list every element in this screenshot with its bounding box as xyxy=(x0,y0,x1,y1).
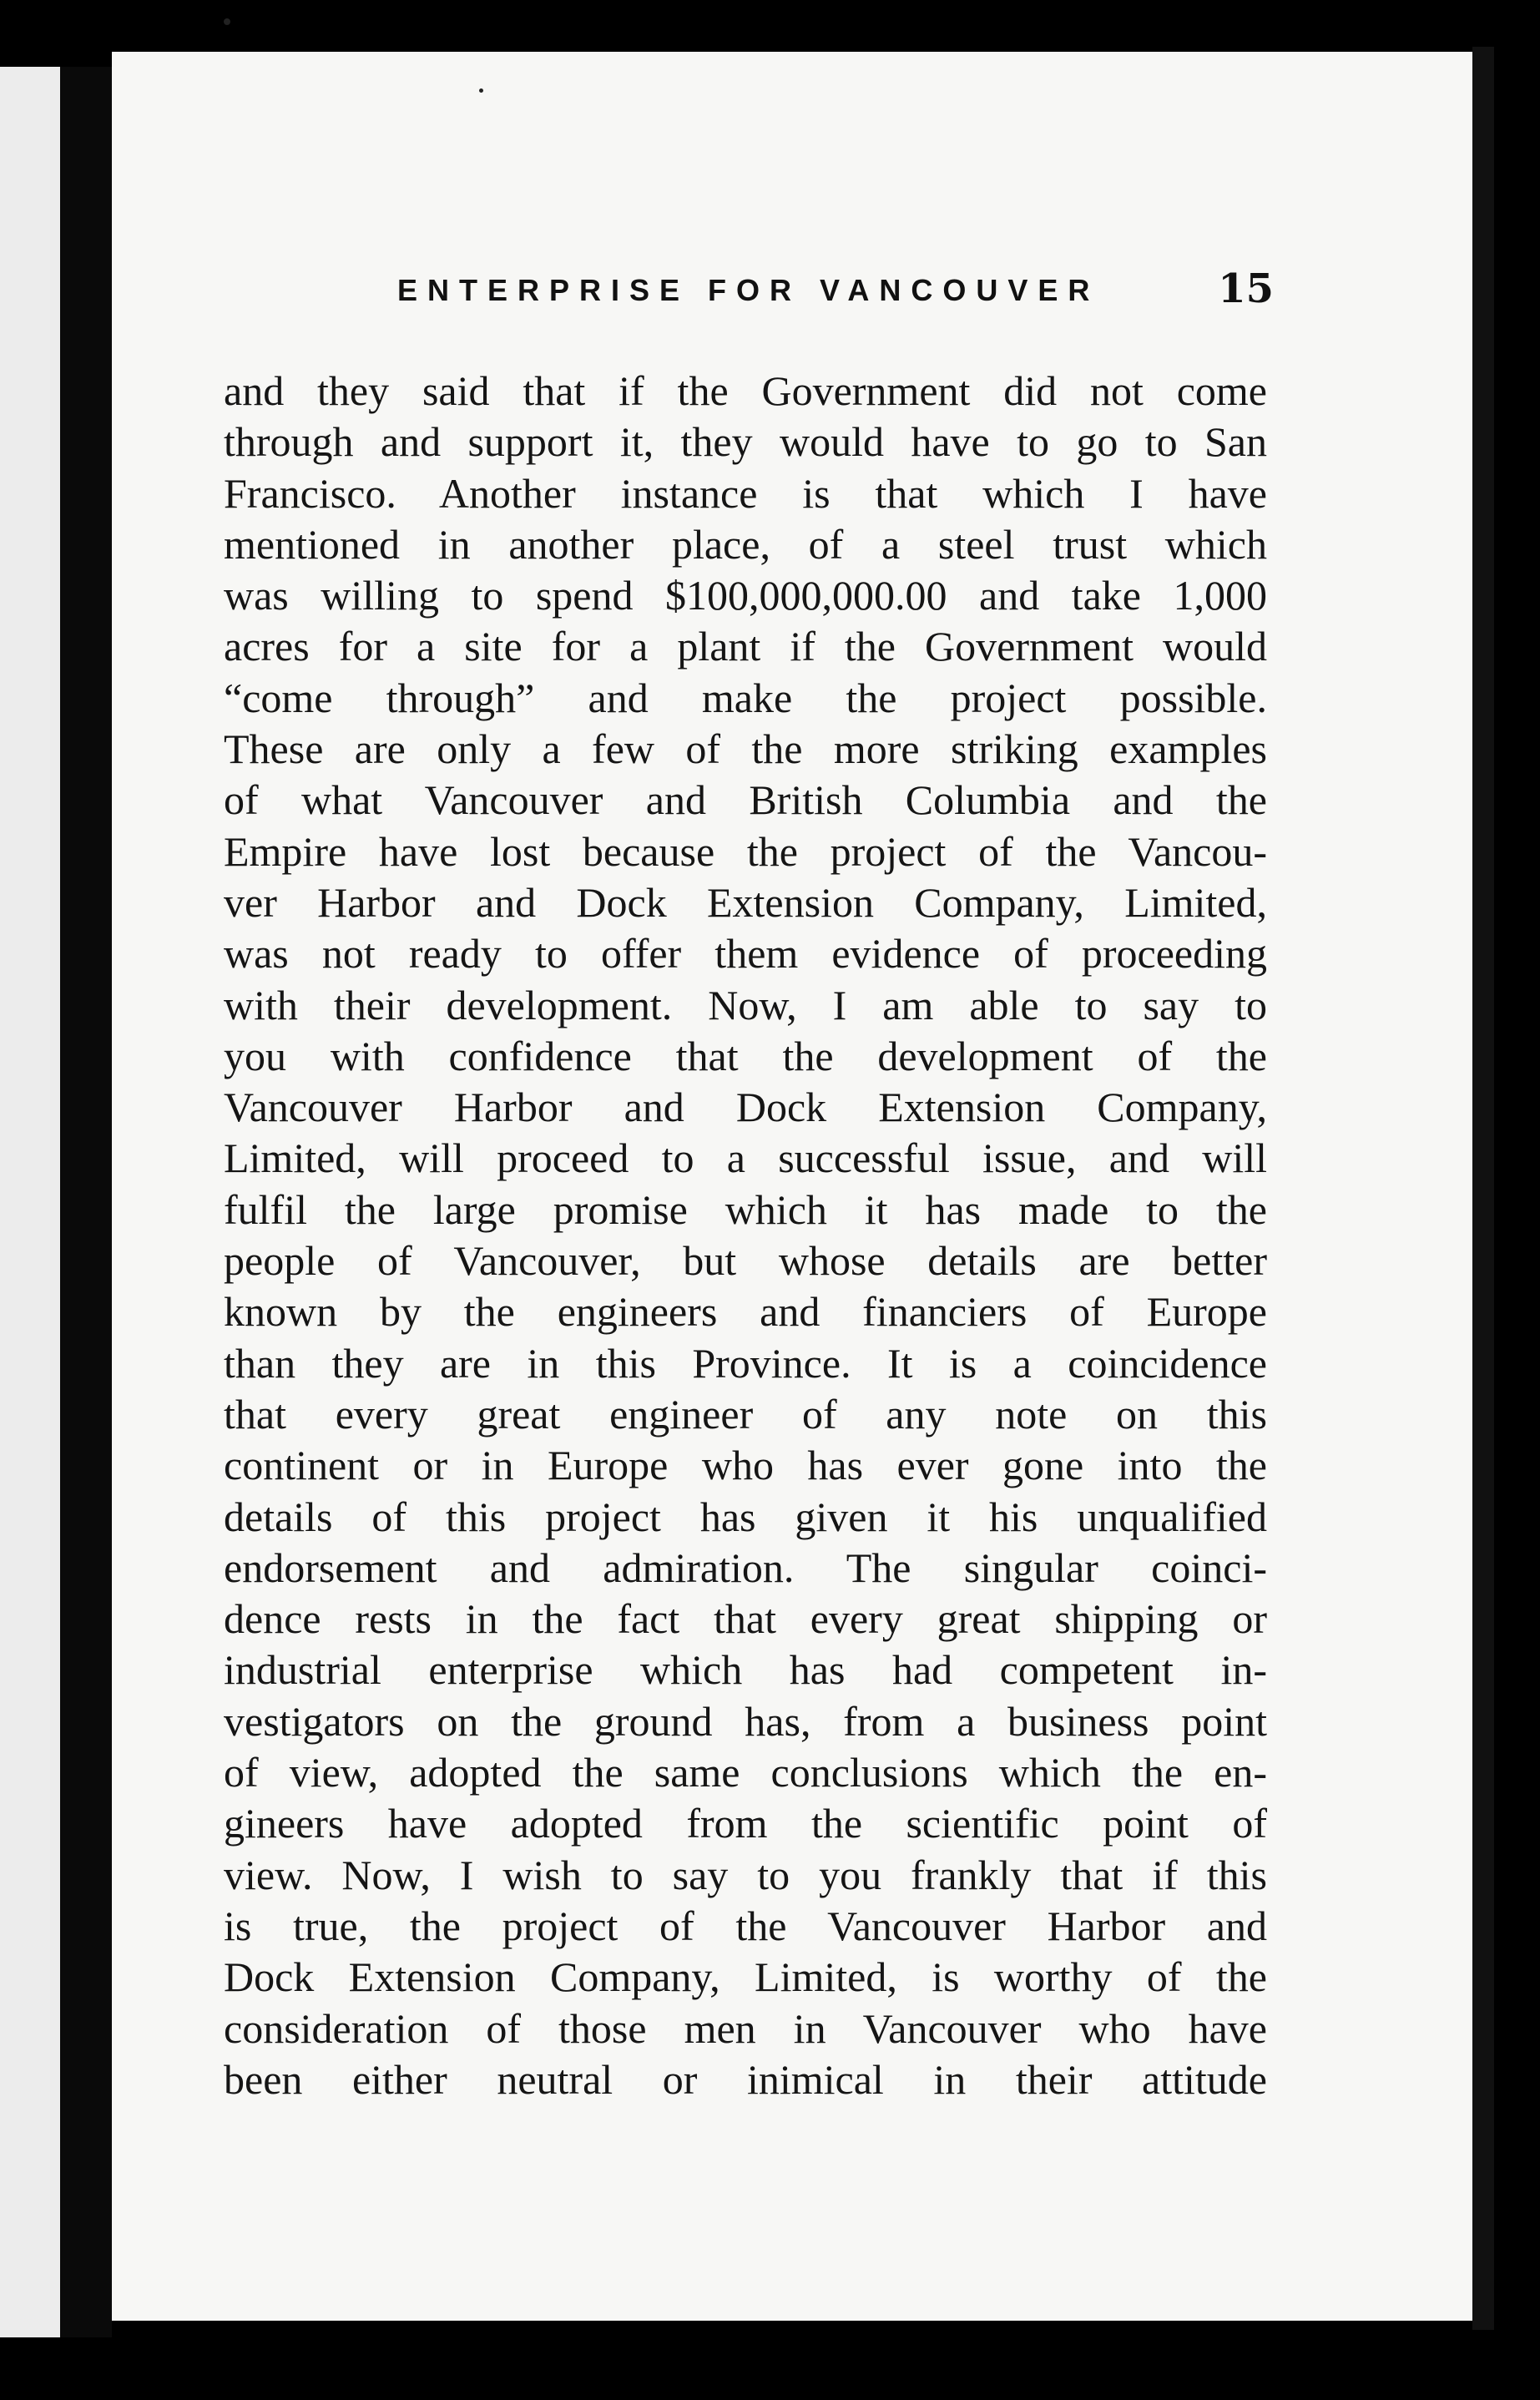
text-line: mentioned in another place, of a steel trust which xyxy=(224,520,1267,568)
text-line: fulfil the large promise which it has made to the xyxy=(224,1185,1267,1233)
text-line: gineers have adopted from the scientific point of xyxy=(224,1800,1267,1847)
text-line: Dock Extension Company, Limited, is worthy of the xyxy=(224,1953,1267,2001)
text-line: been either neutral or inimical in their attitude xyxy=(224,2055,1267,2103)
text-line: industrial enterprise which has had competent in- xyxy=(224,1646,1267,1694)
text-line: ver Harbor and Dock Extension Company, Limited, xyxy=(224,878,1267,926)
text-line: with their development. Now, I am able to say to xyxy=(224,981,1267,1028)
text-line: dence rests in the fact that every great shipping or xyxy=(224,1595,1267,1643)
text-line: than they are in this Province. It is a coincidence xyxy=(224,1339,1267,1387)
text-line: of what Vancouver and British Columbia and the xyxy=(224,776,1267,824)
text-line: consideration of those men in Vancouver who have xyxy=(224,2004,1267,2052)
text-line: people of Vancouver, but whose details are better xyxy=(224,1237,1267,1285)
text-line: Limited, will proceed to a successful issue, and will xyxy=(224,1134,1267,1182)
text-line: Vancouver Harbor and Dock Extension Company, xyxy=(224,1084,1267,1131)
text-line: is true, the project of the Vancouver Harbor and xyxy=(224,1902,1267,1949)
page-number: 15 xyxy=(1218,265,1274,312)
text-line: was not ready to offer them evidence of proceeding xyxy=(224,930,1267,978)
text-line: Empire have lost because the project of the Vancou- xyxy=(224,827,1267,875)
text-line: and they said that if the Government did not come xyxy=(224,367,1267,414)
text-line: was willing to spend $100,000,000.00 and take 1,000 xyxy=(224,572,1267,619)
page-edge-shadow xyxy=(1472,47,1494,2330)
text-line: details of this project has given it his unqualified xyxy=(224,1493,1267,1540)
body-paragraph xyxy=(224,366,1267,2105)
text-line: you with confidence that the development of the xyxy=(224,1032,1267,1079)
scan-speck xyxy=(224,18,230,25)
book-spine xyxy=(60,67,112,2337)
text-line: of view, adopted the same conclusions which the en- xyxy=(224,1749,1267,1796)
text-line: through and support it, they would have to go to San xyxy=(224,418,1267,466)
text-line: vestigators on the ground has, from a business point xyxy=(224,1697,1267,1745)
text-line: acres for a site for a plant if the Government would xyxy=(224,623,1267,670)
text-line: view. Now, I wish to say to you frankly that if this xyxy=(224,1851,1267,1898)
text-line: “come through” and make the project possible. xyxy=(224,674,1267,721)
text-line: Francisco. Another instance is that which I have xyxy=(224,469,1267,517)
running-title: ENTERPRISE FOR VANCOUVER xyxy=(397,273,1100,307)
text-line: that every great engineer of any note on this xyxy=(224,1390,1267,1437)
text-line: continent or in Europe who has ever gone into the xyxy=(224,1442,1267,1489)
scan-speck xyxy=(479,88,483,93)
text-line: known by the engineers and financiers of Europe xyxy=(224,1288,1267,1336)
running-header xyxy=(397,265,1274,316)
text-line: These are only a few of the more striking examples xyxy=(224,725,1267,773)
facing-page-edge xyxy=(0,67,60,2337)
text-line: endorsement and admiration. The singular coinci- xyxy=(224,1544,1267,1591)
